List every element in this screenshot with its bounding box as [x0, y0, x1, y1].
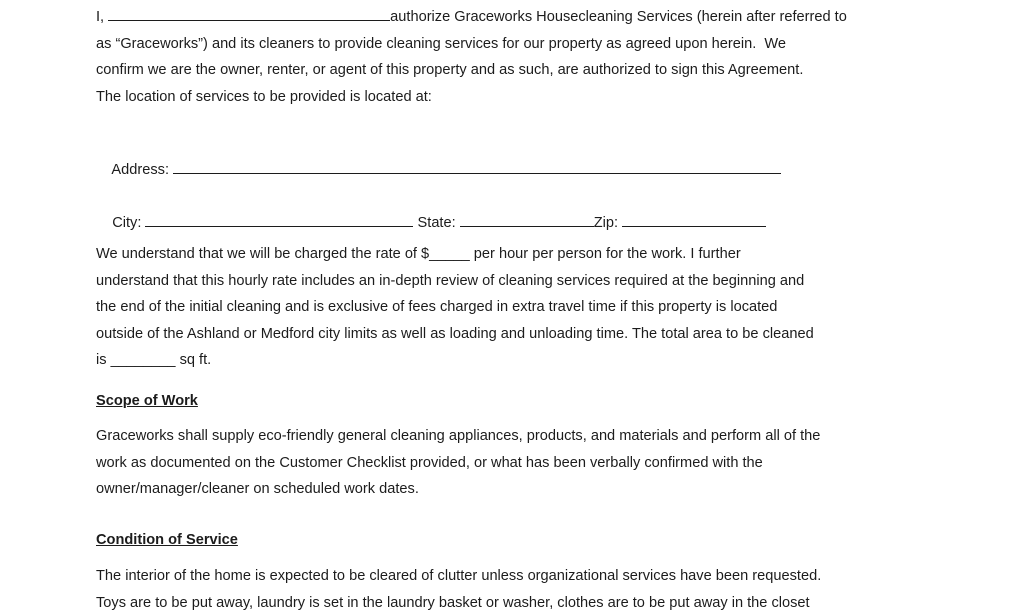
scope-heading: Scope of Work: [96, 393, 198, 409]
rate-paragraph: [96, 241, 976, 374]
condition-line-2: Toys are to be put away, laundry is set in the laundry basket or washer, clothes are to be put away in the closet: [96, 590, 976, 616]
scope-paragraph: [96, 423, 976, 503]
scope-line-3: owner/manager/cleaner on scheduled work dates.: [96, 476, 976, 503]
intro-line-2: as “Graceworks”) and its cleaners to provide cleaning services for our property as agreed upon herein. We: [96, 31, 976, 58]
address-blank[interactable]: [173, 158, 781, 174]
name-blank[interactable]: [108, 5, 390, 21]
intro-line-4: The location of services to be provided is located at:: [96, 84, 976, 111]
condition-paragraph: [96, 563, 976, 616]
state-label: State:: [418, 215, 460, 231]
rate-line-1: [96, 241, 976, 268]
intro-paragraph: [96, 4, 976, 110]
rate-line-5: [96, 347, 976, 374]
rate-line-4: outside of the Ashland or Medford city limits as well as loading and unloading time. The total area to be cleaned: [96, 321, 976, 348]
area-suffix: sq ft.: [176, 352, 212, 368]
area-prefix: is: [96, 352, 111, 368]
scope-line-2: work as documented on the Customer Checklist provided, or what has been verbally confirmed with the: [96, 450, 976, 477]
zip-label: Zip:: [594, 215, 622, 231]
rate-prefix: We understand that we will be charged the rate of $: [96, 246, 429, 262]
condition-line-1: The interior of the home is expected to be cleared of clutter unless organizational services have been requested.: [96, 563, 976, 590]
scope-line-1: Graceworks shall supply eco-friendly general cleaning appliances, products, and materials and perform all of the: [96, 423, 976, 450]
intro-line-1-text: authorize Graceworks Housecleaning Services (herein after referred to: [390, 9, 847, 25]
state-blank[interactable]: [460, 211, 594, 227]
intro-line-1: [96, 4, 976, 31]
rate-line-1-text: per hour per person for the work. I further: [470, 246, 741, 262]
condition-heading: Condition of Service: [96, 532, 238, 548]
zip-blank[interactable]: [622, 211, 766, 227]
city-blank[interactable]: [145, 211, 413, 227]
city-label: City:: [112, 215, 145, 231]
intro-prefix: I,: [96, 9, 108, 25]
intro-line-3: confirm we are the owner, renter, or agent of this property and as such, are authorized to sign this Agreement.: [96, 57, 976, 84]
area-blank[interactable]: ________: [111, 352, 176, 368]
rate-line-3: the end of the initial cleaning and is exclusive of fees charged in extra travel time if this property is located: [96, 294, 976, 321]
rate-blank[interactable]: _____: [429, 246, 470, 262]
rate-line-2: understand that this hourly rate includes an in-depth review of cleaning services required at the beginning and: [96, 268, 976, 295]
address-label: Address:: [111, 162, 173, 178]
